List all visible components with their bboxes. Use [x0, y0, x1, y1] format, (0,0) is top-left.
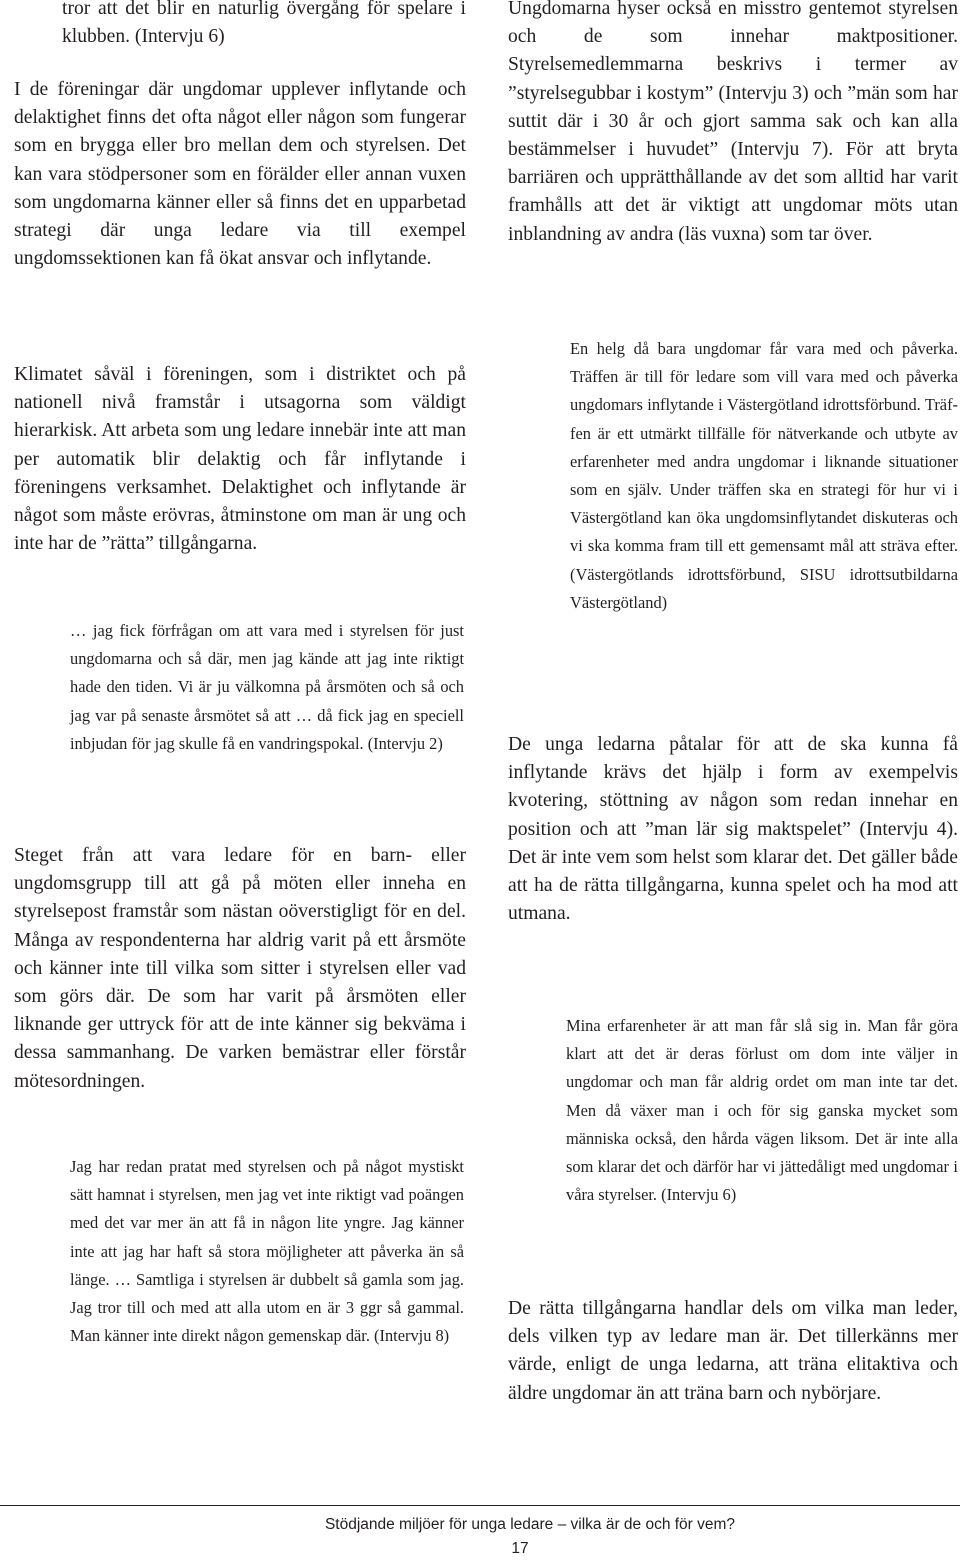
- page-number: 17: [511, 1540, 529, 1557]
- paragraph: Klimatet såväl i föreningen, som i distriktet och på nationell nivå framstår i utsagorna som väldigt hierarkisk. Att arbeta som ung ledare innebär inte att man per automatik blir delaktig och får inflytande i föreningens verksamhet. Delaktighet och inflytande är något som måste erövras, åtminstone om man är ung och inte har de ”rätta” tillgångarna.: [14, 364, 466, 555]
- interview-quote: … jag fick förfrågan om att vara med i styrelsen för just ungdomarna och så där, men jag kände att jag inte riktigt hade den tiden. Vi är ju välkomna på årsmöten och så och jag var på senaste årsmötet så att … då fick jag en speciell inbjudan för jag skulle få en vandringspokal. (Intervju 2): [70, 621, 464, 753]
- paragraph: tror att det blir en naturlig övergång för spelare i klubben. (Intervju 6): [62, 0, 466, 48]
- paragraph: I de föreningar där ungdomar upplever inflytande och delaktighet finns det ofta något eller någon som fungerar som en brygga eller bro mellan dem och styrelsen. Det kan vara stödpersoner som en förälder eller annan vuxen som ungdomarna känner eller så finns det en upparbetad strategi där unga ledare via till exempel ungdomssektionen kan få ökat ansvar och inflytande.: [14, 79, 466, 270]
- event-quote: En helg då bara ungdomar får vara med och påverka. Träffen är till för ledare som vill vara med och påverka ungdomars inflytande i Västergötland idrottsförbund. Träffen är ett utmärkt tillfälle för nätverkande och utbyte av erfarenheter med andra ungdomar i liknande situationer som en själv. Under träffen ska en strategi för hur vi i Västergötland kan öka ungdomsinflytandet diskuteras och vi ska komma fram till ett gemensamt mål att sträva efter. (Västergötlands idrottsförbund, SISU idrottsutbildarna Västergötland): [570, 339, 958, 612]
- paragraph: De unga ledarna påtalar för att de ska kunna få inflytande krävs det hjälp i form av exempelvis kvotering, stöttning av någon som redan innehar en position och att ”man lär sig maktspelet” (Intervju 4). Det är inte vem som helst som klarar det. Det gäller både att ha de rätta tillgångarna, kunna spelet och ha mod att utmana.: [508, 734, 958, 925]
- paragraph: Steget från att vara ledare för en barn- eller ungdomsgrupp till att gå på möten eller inneha en styrelsepost framstår som nästan oöverstigligt för en del. Många av respondenterna har aldrig varit på ett årsmöte och känner inte till vilka som sitter i styrelsen eller vad som görs där. De som har varit på årsmöten eller liknande ger uttryck för att de inte känner sig bekväma i dessa sammanhang. De varken bemästrar eller förstår mötesordningen.: [14, 845, 466, 1092]
- paragraph: De rätta tillgångarna handlar dels om vilka man leder, dels vilken typ av ledare man är. Det tillerkänns mer värde, enligt de unga ledarna, att träna elitaktiva och äldre ungdomar än att träna barn och nybörjare.: [508, 1298, 958, 1404]
- interview-quote: Jag har redan pratat med styrelsen och på något mystiskt sätt hamnat i styrelsen, men jag vet inte riktigt vad poängen med det var mer än att få in någon lite yngre. Jag känner inte att jag har haft så stora möjligheter att påverka än så länge. … Samtliga i styrelsen är dubbelt så gamla som jag. Jag tror till och med att alla utom en är 3 ggr så gammal. Man känner inte direkt någon gemenskap där. (Intervju 8): [70, 1157, 464, 1346]
- footer-divider: [0, 1505, 960, 1506]
- paragraph: Ungdomarna hyser också en misstro gentemot styrelsen och de som innehar maktpositioner. Styrelsemedlemmarna beskrivs i termer av ”styrelsegubbar i kostym” (Intervju 3) och ”män som har suttit där i 30 år och gjort samma sak och kan alla bestämmelser i huvudet” (Intervju 7). För att bryta barriären och upprätthållande av det som alltid har varit framhålls att det är viktigt att ungdomar möts utan inblandning av andra (läs vuxna) som tar över.: [508, 0, 958, 245]
- interview-quote: Mina erfarenheter är att man får slå sig in. Man får göra klart att det är deras förlust om dom inte väljer in ungdomar och man får aldrig ordet om man inte tar det. Men då växer man i och för sig ganska mycket som människa också, den hårda vägen liksom. Det är inte alla som klarar det och därför har vi jättedåligt med ungdomar i våra styrelser. (Intervju 6): [566, 1016, 958, 1205]
- footer-title: Stödjande miljöer för unga ledare – vilka är de och för vem?: [324, 1516, 736, 1533]
